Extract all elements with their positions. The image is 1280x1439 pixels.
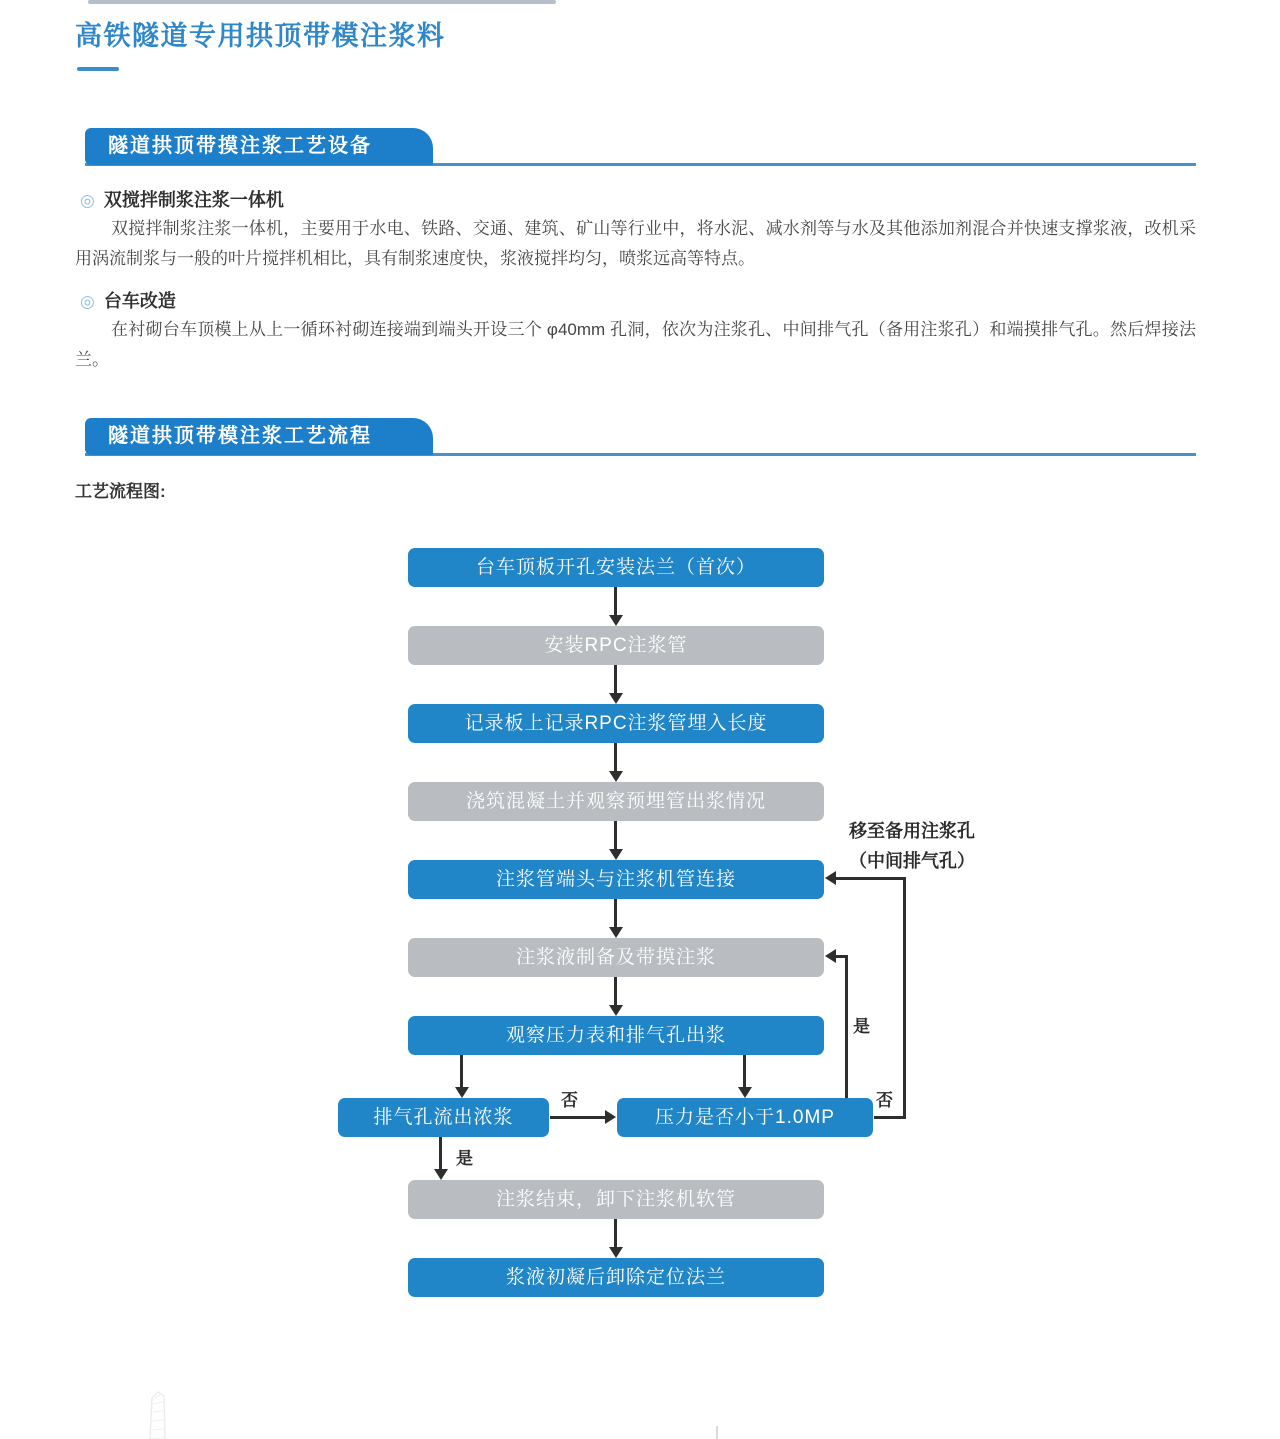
flow-arrow [614, 587, 617, 616]
bullet-heading-text: 双搅拌制浆注浆一体机 [103, 190, 284, 210]
paragraph-mixer: 双搅拌制浆注浆一体机，主要用于水电、铁路、交通、建筑、矿山等行业中，将水泥、减水剂等与水及其他添加剂混合并快速支撑浆液，改机采用涡流制浆与一般的叶片搅拌机相比，具有制浆速度快，浆液搅拌均匀，喷浆远高等特点。 [75, 219, 1196, 268]
flow-node-observe-gauge: 观察压力表和排气孔出浆 [408, 1016, 824, 1055]
flow-note-line2: （中间排气孔） [849, 851, 975, 871]
watermark-building-sketch [138, 1390, 198, 1439]
feedback-line-no [903, 877, 906, 1119]
arrow-down-icon [609, 1005, 623, 1016]
flow-note-backup-hole [818, 816, 1006, 876]
clipped-content-artifact [88, 0, 556, 4]
section-banner-equipment: 隧道拱顶带摸注浆工艺设备 [85, 128, 433, 165]
paragraph-trolley: 在衬砌台车顶模上从上一循环衬砌连接端到端头开设三个 φ40mm 孔洞，依次为注浆孔、中间排气孔（备用注浆孔）和端摸排气孔。然后焊接法兰。 [75, 320, 1196, 369]
flow-note-line1: 移至备用注浆孔 [849, 821, 975, 841]
bullet-heading-trolley [80, 287, 176, 313]
flow-node-finish-grouting: 注浆结束，卸下注浆机软管 [408, 1180, 824, 1219]
title-underline [77, 67, 119, 71]
flow-node-pressure-check: 压力是否小于1.0MP [617, 1098, 873, 1137]
arrow-left-icon [825, 949, 836, 963]
feedback-line-yes [836, 955, 848, 958]
bullseye-bullet-icon: ◎ [80, 191, 95, 210]
bullet-heading-mixer [80, 186, 284, 212]
flow-node-vent-thick-grout: 排气孔流出浓浆 [338, 1098, 549, 1137]
page-title: 高铁隧道专用拱顶带模注浆料 [75, 21, 446, 51]
arrow-down-icon [609, 615, 623, 626]
flow-arrow [614, 743, 617, 772]
edge-label-no: 否 [876, 1091, 893, 1110]
feedback-line-no [836, 877, 906, 880]
edge-label-yes: 是 [456, 1149, 473, 1168]
flow-node-remove-flange: 浆液初凝后卸除定位法兰 [408, 1258, 824, 1297]
flow-node-pour-concrete: 浇筑混凝土并观察预埋管出浆情况 [408, 782, 824, 821]
arrow-right-icon [605, 1110, 616, 1124]
arrow-down-icon [434, 1169, 448, 1180]
flow-node-record-length: 记录板上记录RPC注浆管埋入长度 [408, 704, 824, 743]
edge-label-yes: 是 [853, 1017, 870, 1036]
bullseye-bullet-icon: ◎ [80, 292, 95, 311]
flow-arrow [614, 1219, 617, 1248]
arrow-down-icon [609, 927, 623, 938]
arrow-down-icon [609, 1247, 623, 1258]
flow-arrow [614, 665, 617, 694]
arrow-down-icon [609, 693, 623, 704]
flow-node-install-flange: 台车顶板开孔安装法兰（首次） [408, 548, 824, 587]
arrow-down-icon [609, 771, 623, 782]
flow-arrow [550, 1116, 606, 1119]
flow-arrow [614, 899, 617, 928]
flow-arrow [614, 977, 617, 1006]
flow-arrow [743, 1055, 746, 1088]
arrow-down-icon [455, 1087, 469, 1098]
watermark-fragment [716, 1426, 718, 1439]
flow-arrow [460, 1055, 463, 1088]
bullet-heading-text: 台车改造 [103, 291, 176, 311]
arrow-down-icon [738, 1087, 752, 1098]
flow-diagram-label: 工艺流程图: [75, 482, 166, 501]
arrow-down-icon [609, 849, 623, 860]
flow-node-prepare-grout: 注浆液制备及带摸注浆 [408, 938, 824, 977]
section-banner-process: 隧道拱顶带模注浆工艺流程 [85, 418, 433, 455]
feedback-line-yes [845, 956, 848, 1098]
flow-arrow [439, 1137, 442, 1170]
edge-label-no: 否 [561, 1091, 578, 1110]
flow-node-connect-machine: 注浆管端头与注浆机管连接 [408, 860, 824, 899]
flow-node-install-pipe: 安装RPC注浆管 [408, 626, 824, 665]
feedback-line-no [874, 1116, 906, 1119]
flow-arrow [614, 821, 617, 850]
